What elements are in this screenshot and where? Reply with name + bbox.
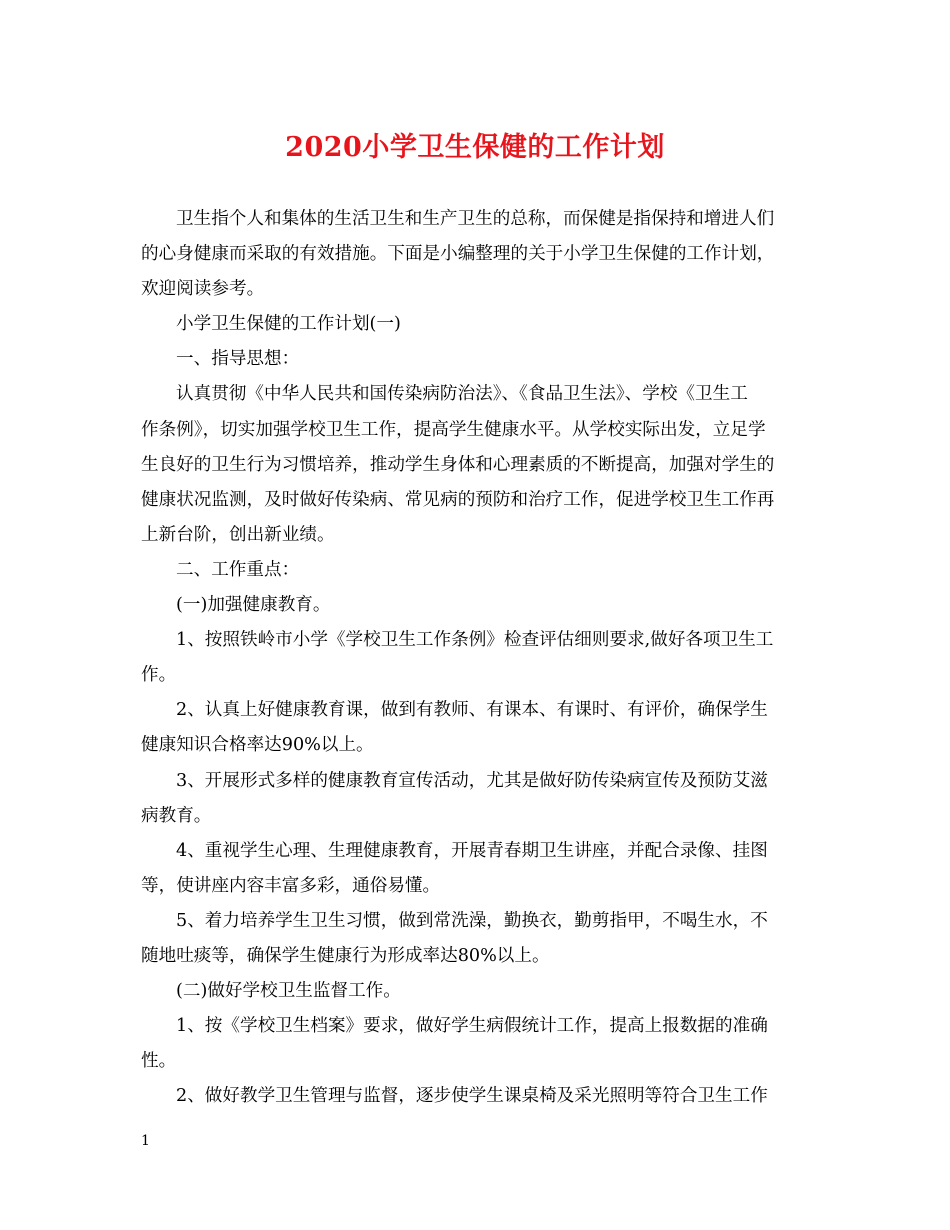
text-line: 1、按《学校卫生档案》要求，做好学生病假统计工作，提高上报数据的准确 bbox=[176, 1016, 768, 1037]
text-line: 小学卫生保健的工作计划(一) bbox=[176, 314, 401, 335]
text-line: (二)做好学校卫生监督工作。 bbox=[176, 981, 401, 1002]
text-line: (一)加强健康教育。 bbox=[176, 595, 331, 616]
text-line: 一、指导思想： bbox=[176, 349, 300, 370]
text-line: 4、重视学生心理、生理健康教育，开展青春期卫生讲座，并配合录像、挂图 bbox=[176, 840, 768, 861]
text-line: 2、认真上好健康教育课，做到有教师、有课本、有课时、有评价，确保学生 bbox=[176, 700, 768, 721]
text-line: 性。 bbox=[141, 1051, 177, 1072]
document-title: 2020小学卫生保健的工作计划 bbox=[285, 132, 665, 163]
text-line: 生良好的卫生行为习惯培养，推动学生身体和心理素质的不断提高，加强对学生的 bbox=[141, 454, 775, 475]
text-line: 上新台阶，创出新业绩。 bbox=[141, 524, 335, 545]
text-line: 健康知识合格率达90%以上。 bbox=[141, 735, 374, 756]
text-line: 欢迎阅读参考。 bbox=[141, 279, 265, 300]
text-line: 等，使讲座内容丰富多彩，通俗易懂。 bbox=[141, 875, 441, 896]
text-line: 2、做好教学卫生管理与监督，逐步使学生课桌椅及采光照明等符合卫生工作 bbox=[176, 1086, 768, 1107]
text-line: 卫生指个人和集体的生活卫生和生产卫生的总称，而保健是指保持和增进人们 bbox=[176, 209, 775, 229]
text-line: 二、工作重点： bbox=[176, 559, 300, 580]
page-number: 1 bbox=[141, 1133, 150, 1149]
text-line: 随地吐痰等，确保学生健康行为形成率达80%以上。 bbox=[141, 945, 550, 966]
text-line: 作。 bbox=[141, 665, 177, 686]
text-line: 作条例》，切实加强学校卫生工作，提高学生健康水平。从学校实际出发，立足学 bbox=[141, 419, 766, 440]
document-body bbox=[141, 202, 809, 1114]
text-line: 3、开展形式多样的健康教育宣传活动，尤其是做好防传染病宣传及预防艾滋 bbox=[176, 770, 768, 791]
text-line: 认真贯彻《中华人民共和国传染病防治法》、《食品卫生法》、学校《卫生工 bbox=[176, 384, 748, 405]
text-line: 1、按照铁岭市小学《学校卫生工作条例》检查评估细则要求,做好各项卫生工 bbox=[176, 630, 774, 651]
text-line: 的心身健康而采取的有效措施。下面是小编整理的关于小学卫生保健的工作计划， bbox=[141, 244, 775, 265]
text-line: 健康状况监测，及时做好传染病、常见病的预防和治疗工作，促进学校卫生工作再 bbox=[141, 489, 775, 510]
text-line: 病教育。 bbox=[141, 805, 212, 826]
text-line: 5、着力培养学生卫生习惯，做到常洗澡，勤换衣，勤剪指甲，不喝生水，不 bbox=[176, 910, 768, 931]
